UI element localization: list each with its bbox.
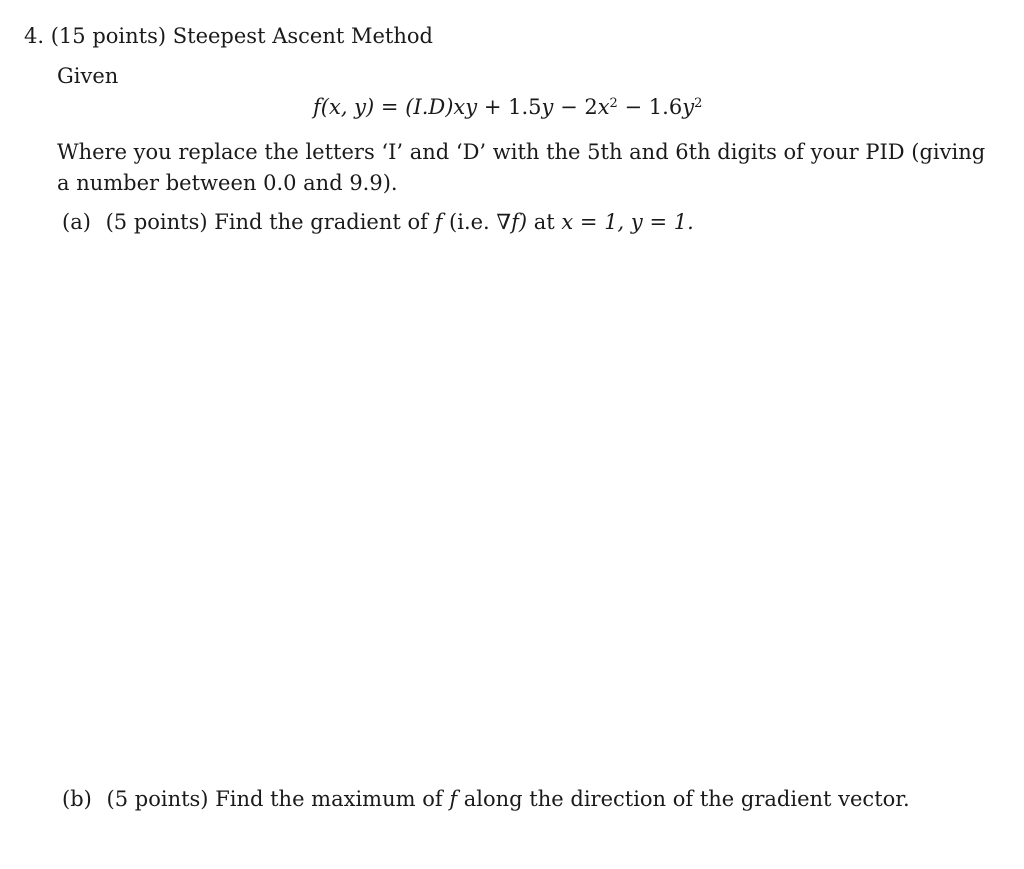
formula-minus1: − 2 [560,95,598,119]
part-b-points: (5 points) [106,787,209,811]
instruction-line-2: a number between 0.0 and 9.9). [57,171,398,195]
formula-term2: y [541,95,554,119]
problem-title: Steepest Ascent Method [172,24,433,48]
instruction-line-1: Where you replace the letters ‘I’ and ‘D’ with the 5th and 6th digits of your PID (giving [57,140,986,164]
formula-coef: (I.D) [405,95,454,119]
given-label: Given [57,64,119,88]
part-a-nabla-f: ∇f) [496,210,528,234]
formula-minus2: − 1.6 [624,95,683,119]
part-a-label: (a) [62,210,91,234]
part-a-f: f [434,210,443,234]
formula-term4: y [682,95,695,119]
problem-number: 4. [24,24,45,48]
formula-equals: = [380,95,399,119]
part-b-f: f [449,787,458,811]
formula-term4-exp: 2 [694,95,703,111]
function-formula [313,92,702,122]
instruction-paragraph [57,137,997,199]
problem-header [24,21,433,51]
formula-term3: x [597,95,610,119]
part-b-label: (b) [62,787,92,811]
part-a-text: Find the gradient of [214,210,428,234]
problem-points: (15 points) [50,24,167,48]
formula-plus1: + 1.5 [483,95,542,119]
part-a [62,207,694,237]
formula-term1: xy [453,95,478,119]
part-a-at: at [533,210,555,234]
part-b-text-post: along the direction of the gradient vector. [463,787,910,811]
part-a-ie: (i.e. [449,210,490,234]
part-a-y: y = 1. [630,210,694,234]
formula-f: f [313,95,321,119]
formula-term3-exp: 2 [609,95,618,111]
part-b [62,784,910,814]
part-b-text: Find the maximum of [215,787,443,811]
part-a-points: (5 points) [105,210,208,234]
part-a-x: x = 1, [561,210,625,234]
formula-args: (x, y) [320,95,375,119]
